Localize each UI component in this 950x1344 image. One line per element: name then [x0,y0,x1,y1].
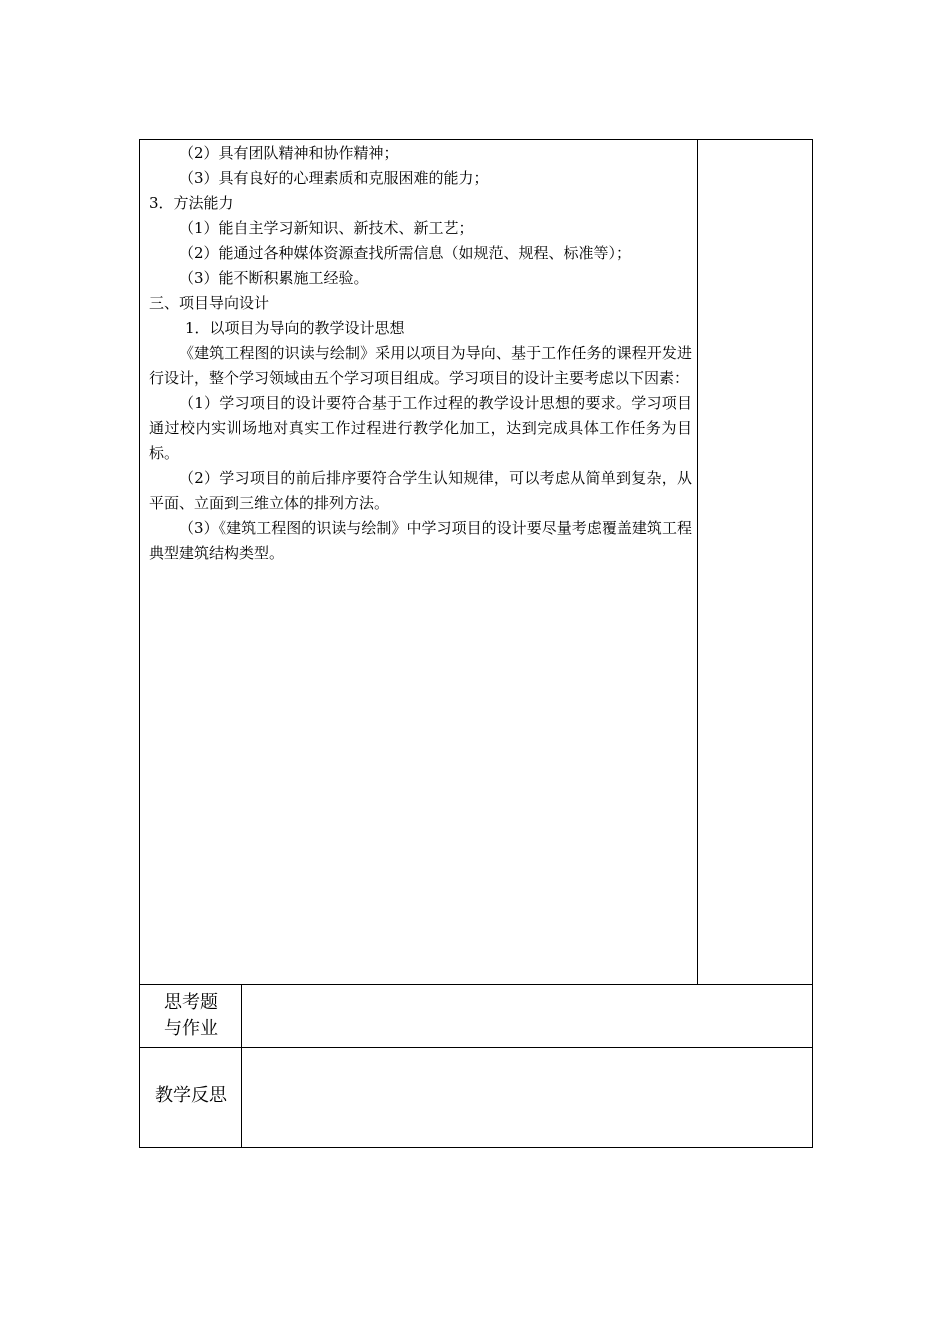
section-heading: 3．方法能力 [149,194,234,212]
homework-label-line: 与作业 [164,1018,218,1039]
list-item: （3）能不断积累施工经验。 [179,269,369,287]
list-item: （2）具有团队精神和协作精神； [179,144,399,162]
main-content-cell [149,141,692,566]
paragraph: （3）《建筑工程图的识读与绘制》中学习项目的设计要尽量考虑覆盖建筑工程典型建筑结构类型。 [149,519,692,562]
paragraph: 《建筑工程图的识读与绘制》采用以项目为导向、基于工作任务的课程开发进行设计，整个学习领域由五个学习项目组成。学习项目的设计主要考虑以下因素： [149,344,692,387]
section-heading: 三、项目导向设计 [149,294,270,312]
homework-content-cell [244,987,810,1045]
reflection-content-cell [244,1050,810,1146]
paragraph: （2）学习项目的前后排序要符合学生认知规律，可以考虑从简单到复杂，从平面、立面到三维立体的排列方法。 [149,469,692,512]
homework-label [140,990,242,1042]
subsection-heading: 1．以项目为导向的教学设计思想 [185,319,405,337]
homework-label-line: 思考题 [164,992,218,1013]
paragraph: （1）学习项目的设计要符合基于工作过程的教学设计思想的要求。学习项目通过校内实训场地对真实工作过程进行教学化加工，达到完成具体工作任务为目标。 [149,394,692,462]
reflection-label: 教学反思 [155,1085,227,1106]
notes-column-divider [697,139,698,985]
list-item: （1）能自主学习新知识、新技术、新工艺； [179,219,474,237]
list-item: （2）能通过各种媒体资源查找所需信息（如规范、规程、标准等）； [179,244,632,262]
list-item: （3）具有良好的心理素质和克服困难的能力； [179,169,489,187]
notes-cell [699,141,811,983]
